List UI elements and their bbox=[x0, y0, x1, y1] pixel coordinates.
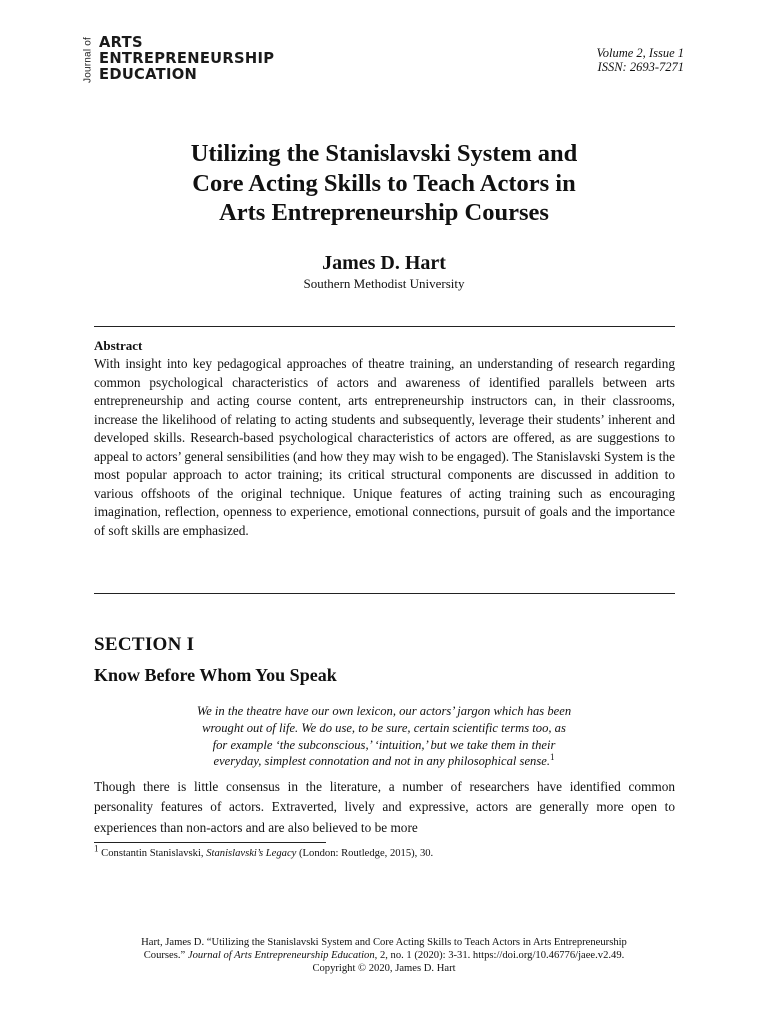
abstract-text: With insight into key pedagogical approaches of theatre training, an understanding of research regarding common psychological characteristics of actors and awareness of identified parallels between arts entrepreneurship and acting course content, arts entrepreneurship instructors can, in their classrooms, increase the likelihood of relating to acting students and subsequently, leverage their students’ inherent and developed skills. Research-based psychological characteristics of actors are offered, as are suggestions to appeal to actors’ general sensibilities (and how they may wish to be engaged). The Stanislavski System is the most popular approach to actor training; its critical structural components are discussed in addition to various offshoots of the original technique. Unique features of acting training such as encouraging imagination, reflection, openness to experience, emotional connections, pursuit of goals and the importance of soft skills are emphasized. bbox=[94, 356, 675, 538]
journal-logo-line: EDUCATION bbox=[99, 65, 198, 83]
body-paragraph: Though there is little consensus in the literature, a number of researchers have identified common personality features of actors. Extraverted, lively and expressive, actors are generally more open to experiences than non-actors and are also believed to be more bbox=[94, 779, 675, 835]
abstract-heading: Abstract bbox=[94, 338, 143, 353]
epigraph-line: We in the theatre have our own lexicon, our actors’ jargon which has been bbox=[196, 704, 572, 718]
issue-info bbox=[597, 46, 685, 74]
citation-line: Hart, James D. “Utilizing the Stanislavski System and Core Acting Skills to Teach Actors in Arts Entrepreneurship bbox=[141, 937, 627, 948]
author-name: James D. Hart bbox=[322, 252, 446, 274]
journal-logo-line: ARTS bbox=[99, 33, 143, 51]
abstract-bottom-rule bbox=[94, 593, 675, 594]
volume-issue: Volume 2, Issue 1 bbox=[596, 46, 684, 60]
abstract-top-rule bbox=[94, 326, 675, 327]
citation-doi[interactable]: , 2, no. 1 (2020): 3-31. https://doi.org/10.46776/jaee.v2.49. bbox=[374, 950, 625, 961]
article-title-line: Core Acting Skills to Teach Actors in bbox=[192, 169, 576, 197]
issn: ISSN: 2693-7271 bbox=[597, 60, 684, 74]
subsection-heading: Know Before Whom You Speak bbox=[94, 665, 337, 685]
footnote-reference[interactable]: 1 bbox=[549, 752, 555, 763]
footnote-mark: 1 bbox=[94, 843, 99, 854]
footnote-details: (London: Routledge, 2015), 30. bbox=[299, 848, 434, 859]
citation-journal-name: Journal of Arts Entrepreneurship Education bbox=[187, 950, 375, 961]
footnote-author: Constantin Stanislavski, bbox=[101, 848, 204, 859]
article-title-line: Arts Entrepreneurship Courses bbox=[219, 199, 549, 226]
epigraph-line: everyday, simplest connotation and not in any philosophical sense.$^1$ bbox=[213, 752, 555, 769]
footnote bbox=[94, 843, 675, 860]
article-title bbox=[94, 139, 674, 228]
citation-footer bbox=[84, 936, 684, 975]
footnote-rule bbox=[94, 842, 326, 843]
journal-logo-side-label: Journal of bbox=[82, 37, 94, 83]
citation-line: Courses.” Journal of Arts Entrepreneurship Education, 2, no. 1 (2020): 3-31. https://doi.org/10.46776/jaee.v2.49. bbox=[143, 950, 625, 961]
journal-logo-line: ENTREPRENEURSHIP bbox=[99, 49, 275, 67]
footnote-work-title: Stanislavski’s Legacy bbox=[206, 848, 297, 859]
article-title-line: Utilizing the Stanislavski System and bbox=[190, 140, 578, 167]
epigraph-line: wrought out of life. We do use, to be sure, certain scientific terms too, as bbox=[202, 720, 566, 735]
copyright-notice: Copyright © 2020, James D. Hart bbox=[312, 963, 456, 974]
section-heading: SECTION I bbox=[94, 634, 195, 655]
author-affiliation: Southern Methodist University bbox=[303, 276, 465, 291]
epigraph-line: for example ‘the subconscious,’ ‘intuition,’ but we take them in their bbox=[212, 737, 556, 752]
epigraph-quote bbox=[150, 703, 618, 770]
